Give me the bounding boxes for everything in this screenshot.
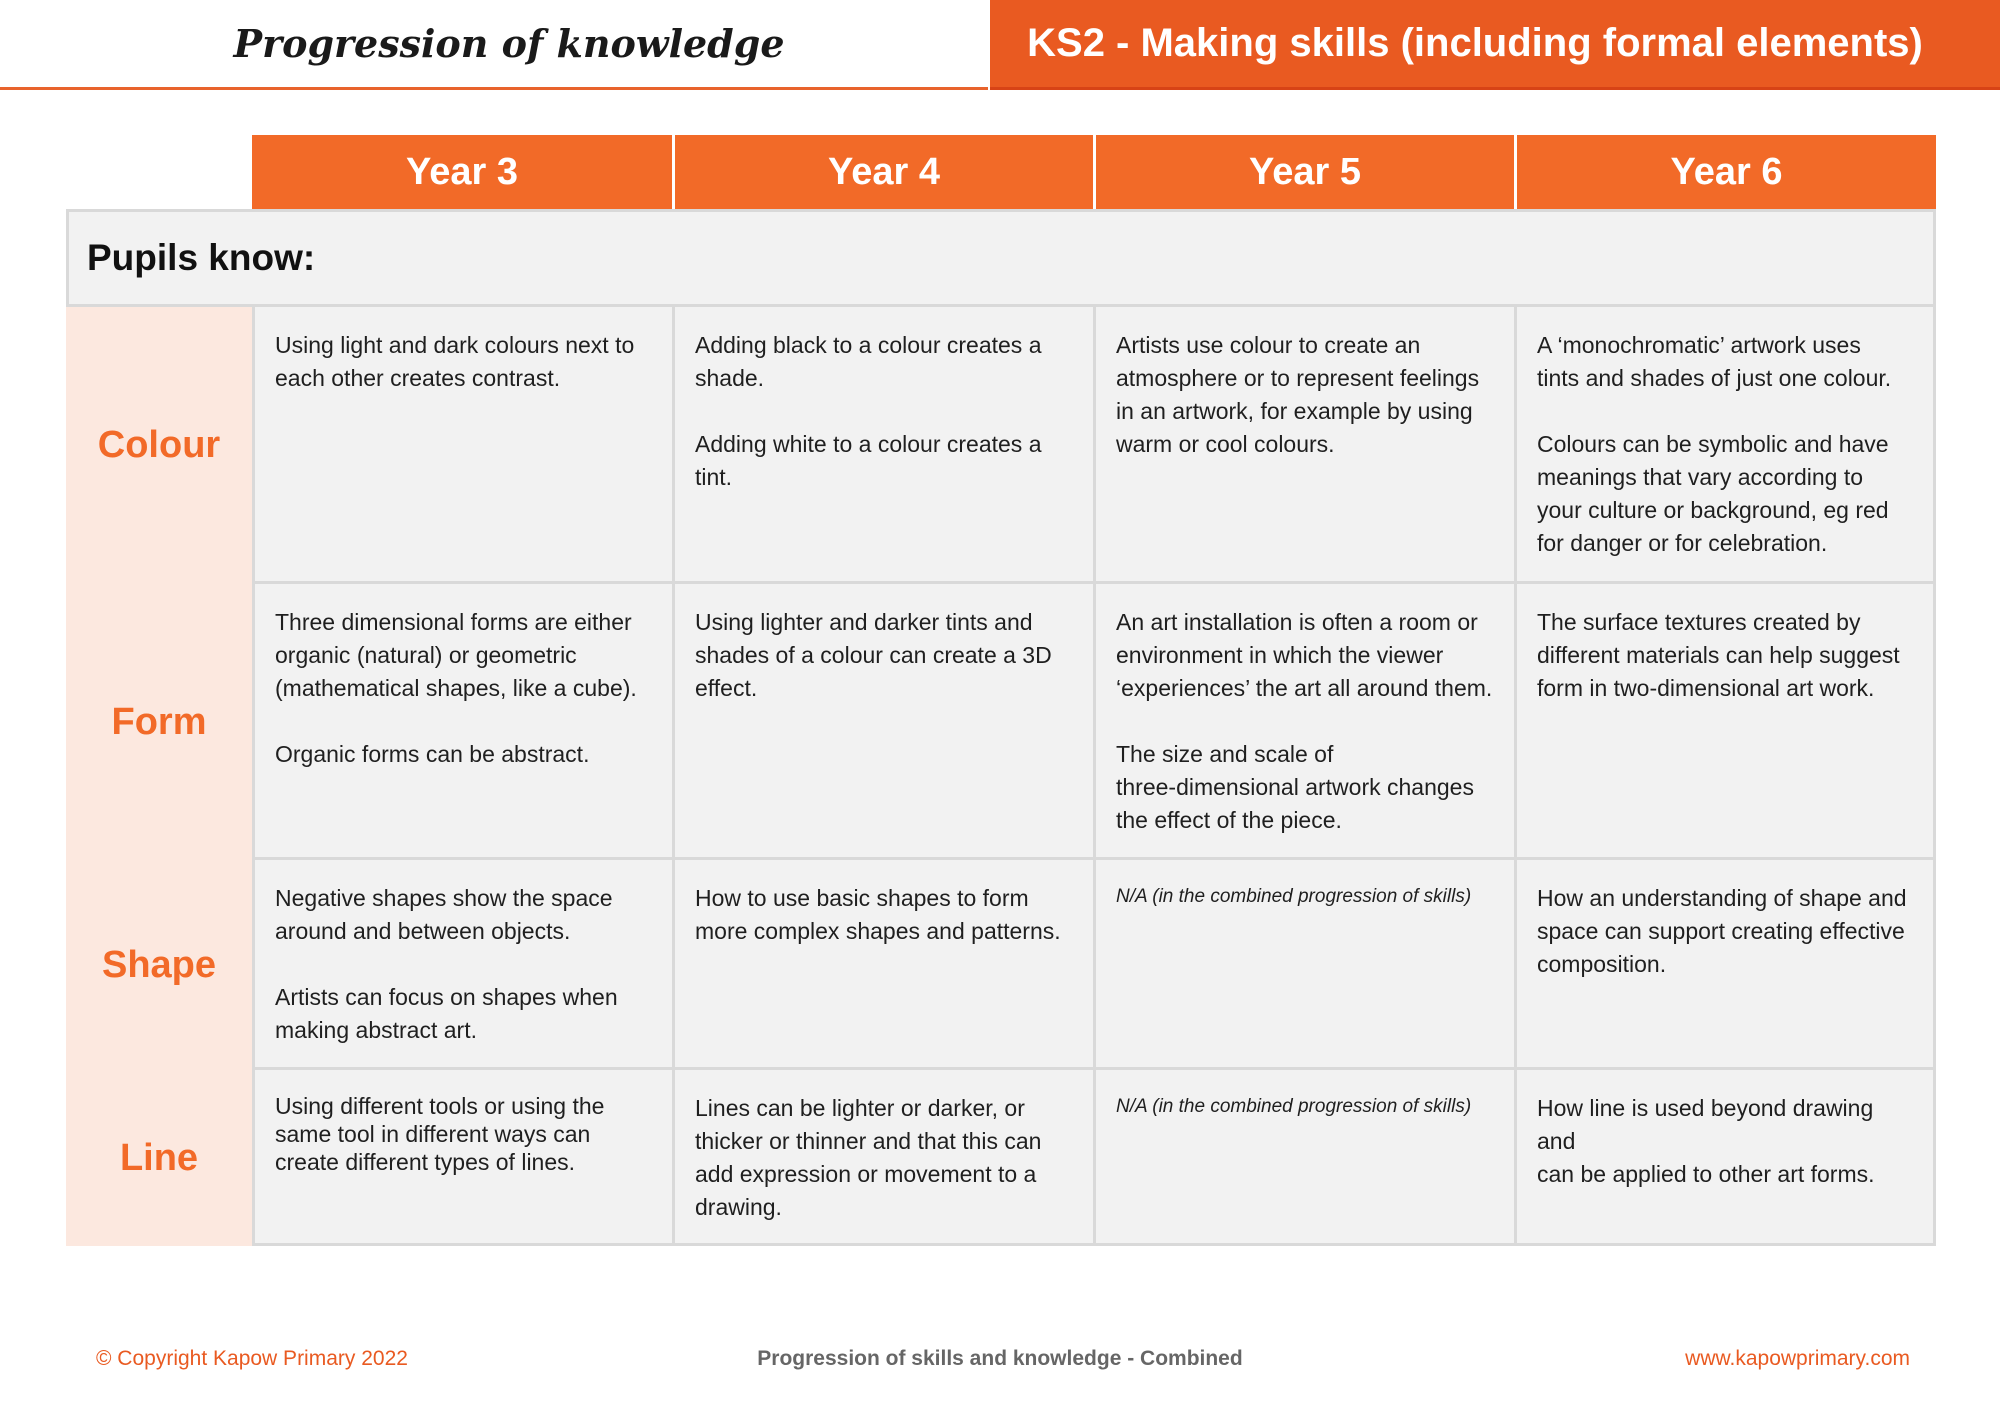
cell-text: Using light and dark colours next to each other creates contrast. xyxy=(275,332,635,391)
cell-text: A ‘monochromatic’ artwork uses tints and shades of just one colour. xyxy=(1537,332,1892,391)
year-4-header: Year 4 xyxy=(675,135,1093,209)
cell-text: Adding black to a colour creates a shade. xyxy=(695,332,1042,391)
cell-text: Lines can be lighter or darker, or thicker or thinner and that this can add expression or movement to a drawing. xyxy=(695,1095,1042,1220)
pupils-know-row xyxy=(66,209,1936,307)
cell-text: Colours can be symbolic and have meanings that vary according to your culture or background, eg red for danger or for celebration. xyxy=(1537,431,1889,556)
cell-shape-year4 xyxy=(675,860,1096,1070)
header-right-title: KS2 - Making skills (including formal elements) xyxy=(1027,21,1923,65)
cell-text: Artists can focus on shapes when making abstract art. xyxy=(275,984,618,1043)
cell-form-year6 xyxy=(1517,584,1936,860)
cell-form-year5 xyxy=(1096,584,1517,860)
cell-text: The size and scale of three-dimensional artwork changes the effect of the piece. xyxy=(1116,741,1474,833)
cell-colour-year4 xyxy=(675,307,1096,584)
cell-line-year6 xyxy=(1517,1070,1936,1246)
cell-text: How line is used beyond drawing and can be applied to other art forms. xyxy=(1537,1095,1875,1187)
cell-line-year3 xyxy=(252,1070,675,1246)
cell-text: Negative shapes show the space around and between objects. xyxy=(275,885,613,944)
cell-text: N/A (in the combined progression of skills) xyxy=(1116,1096,1472,1117)
row-label-form: Form xyxy=(66,584,252,860)
header-left-title: Progression of knowledge xyxy=(233,21,785,66)
cell-text: Using different tools or using the same tool in different ways can create different types of lines. xyxy=(275,1093,605,1175)
cell-text: Adding white to a colour creates a tint. xyxy=(695,431,1042,490)
cell-form-year3 xyxy=(252,584,675,860)
cell-text: Using lighter and darker tints and shades of a colour can create a 3D effect. xyxy=(695,609,1052,701)
header-right xyxy=(990,0,2000,90)
cell-text: Organic forms can be abstract. xyxy=(275,741,590,767)
footer-copyright: © Copyright Kapow Primary 2022 xyxy=(96,1347,408,1370)
cell-form-year4 xyxy=(675,584,1096,860)
footer-website-link[interactable]: www.kapowprimary.com xyxy=(1685,1347,1910,1370)
year-3-header: Year 3 xyxy=(252,135,672,209)
cell-text: The surface textures created by different materials can help suggest form in two-dimensional art work. xyxy=(1537,609,1900,701)
cell-text: Three dimensional forms are either organic (natural) or geometric (mathematical shapes, like a cube). xyxy=(275,609,637,701)
footer-center-text: Progression of skills and knowledge - Combined xyxy=(757,1347,1243,1370)
cell-text: How an understanding of shape and space can support creating effective composition. xyxy=(1537,885,1907,977)
cell-colour-year5 xyxy=(1096,307,1517,584)
cell-text: How to use basic shapes to form more complex shapes and patterns. xyxy=(695,885,1061,944)
cell-text: Artists use colour to create an atmosphere or to represent feelings in an artwork, for example by using warm or cool colours. xyxy=(1116,332,1480,457)
cell-shape-year6 xyxy=(1517,860,1936,1070)
cell-text: An art installation is often a room or environment in which the viewer ‘experiences’ the art all around them. xyxy=(1116,609,1493,701)
year-5-header: Year 5 xyxy=(1096,135,1514,209)
year-6-header: Year 6 xyxy=(1517,135,1936,209)
row-label-colour: Colour xyxy=(66,307,252,584)
row-label-line: Line xyxy=(66,1070,252,1246)
cell-shape-year5 xyxy=(1096,860,1517,1070)
cell-line-year4 xyxy=(675,1070,1096,1246)
cell-text: N/A (in the combined progression of skills) xyxy=(1116,886,1472,907)
cell-colour-year3 xyxy=(252,307,675,584)
cell-shape-year3 xyxy=(252,860,675,1070)
header-left xyxy=(0,0,988,90)
pupils-know-label: Pupils know: xyxy=(87,237,316,278)
row-label-shape: Shape xyxy=(66,860,252,1070)
cell-line-year5 xyxy=(1096,1070,1517,1246)
cell-colour-year6 xyxy=(1517,307,1936,584)
